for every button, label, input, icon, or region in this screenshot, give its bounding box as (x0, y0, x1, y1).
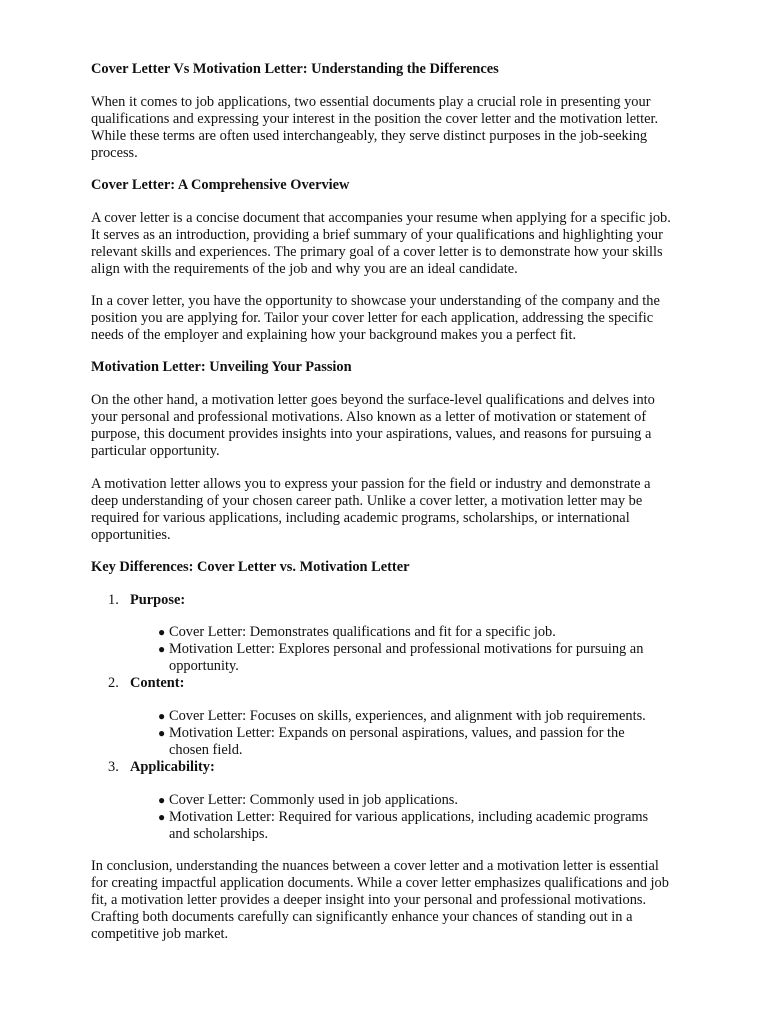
list-number: 2. (108, 675, 119, 691)
bullet-icon: ● (158, 726, 166, 740)
text-line: competitive job market. (91, 926, 229, 942)
motivation-letter-paragraph-2 (91, 476, 731, 544)
text-line: required for various applications, including academic programs, scholarships, or international (91, 510, 630, 526)
section-heading-cover-letter: Cover Letter: A Comprehensive Overview (91, 177, 350, 193)
bullet-icon: ● (158, 810, 166, 824)
text-line: purpose, this document provides insights into your aspirations, values, and reasons for pursuing a (91, 426, 652, 442)
text-line: Cover Letter: Focuses on skills, experiences, and alignment with job requirements. (169, 708, 646, 724)
text-line: relevant skills and experiences. The primary goal of a cover letter is to demonstrate how your skills (91, 244, 663, 260)
text-line: Motivation Letter: Expands on personal aspirations, values, and passion for the (169, 725, 625, 741)
text-line: While these terms are often used interchangeably, they serve distinct purposes in the job-seeking (91, 128, 648, 144)
text-line: fit, a motivation letter provides a deeper insight into your personal and professional motivations. (91, 892, 647, 908)
text-line: Cover Letter: Demonstrates qualifications and fit for a specific job. (169, 624, 556, 640)
text-line: On the other hand, a motivation letter goes beyond the surface-level qualifications and delves into (91, 392, 655, 408)
section-heading-motivation-letter: Motivation Letter: Unveiling Your Passion (91, 359, 352, 375)
text-line: Cover Letter: Commonly used in job applications. (169, 792, 458, 808)
text-line: opportunity. (169, 658, 239, 674)
text-line: and scholarships. (169, 826, 269, 842)
section-heading-key-differences: Key Differences: Cover Letter vs. Motivation Letter (91, 559, 410, 575)
list-label: Content: (130, 675, 185, 691)
cover-letter-paragraph-2 (91, 293, 731, 344)
text-line: needs of the employer and explaining how your background makes you a perfect fit. (91, 327, 577, 343)
text-line: Motivation Letter: Required for various applications, including academic programs (169, 809, 649, 825)
text-line: deep understanding of your chosen career path. Unlike a cover letter, a motivation letter may be (91, 493, 643, 509)
text-line: When it comes to job applications, two essential documents play a crucial role in presenting your (91, 94, 651, 110)
bullet-icon: ● (158, 642, 166, 656)
text-line: process. (91, 145, 138, 161)
text-line: In conclusion, understanding the nuances between a cover letter and a motivation letter is essential (91, 858, 659, 874)
document-title: Cover Letter Vs Motivation Letter: Understanding the Differences (91, 61, 499, 77)
text-line: qualifications and expressing your interest in the position the cover letter and the motivation letter. (91, 111, 659, 127)
text-line: your personal and professional motivations. Also known as a letter of motivation or statement of (91, 409, 647, 425)
text-line: position you are applying for. Tailor your cover letter for each application, addressing the specific (91, 310, 654, 326)
text-line: for creating impactful application documents. While a cover letter emphasizes qualifications and job (91, 875, 669, 891)
text-line: align with the requirements of the job and why you are an ideal candidate. (91, 261, 518, 277)
bullet-icon: ● (158, 625, 166, 639)
conclusion-paragraph (91, 858, 731, 943)
text-line: Crafting both documents carefully can significantly enhance your chances of standing out in a (91, 909, 633, 925)
cover-letter-paragraph-1 (91, 210, 731, 278)
text-line: A motivation letter allows you to express your passion for the field or industry and demonstrate a (91, 476, 651, 492)
list-label: Applicability: (130, 759, 215, 775)
text-line: In a cover letter, you have the opportunity to showcase your understanding of the company and the (91, 293, 660, 309)
list-label: Purpose: (130, 592, 186, 608)
motivation-letter-paragraph-1 (91, 392, 731, 460)
text-line: It serves as an introduction, providing a brief summary of your qualifications and highlighting your (91, 227, 663, 243)
text-line: opportunities. (91, 527, 171, 543)
bullet-icon: ● (158, 793, 166, 807)
text-line: chosen field. (169, 742, 243, 758)
text-line: A cover letter is a concise document that accompanies your resume when applying for a specific job. (91, 210, 671, 226)
text-line: Motivation Letter: Explores personal and professional motivations for pursuing an (169, 641, 644, 657)
list-number: 1. (108, 592, 119, 608)
intro-paragraph (91, 94, 731, 162)
text-line: particular opportunity. (91, 443, 220, 459)
list-number: 3. (108, 759, 119, 775)
bullet-icon: ● (158, 709, 166, 723)
